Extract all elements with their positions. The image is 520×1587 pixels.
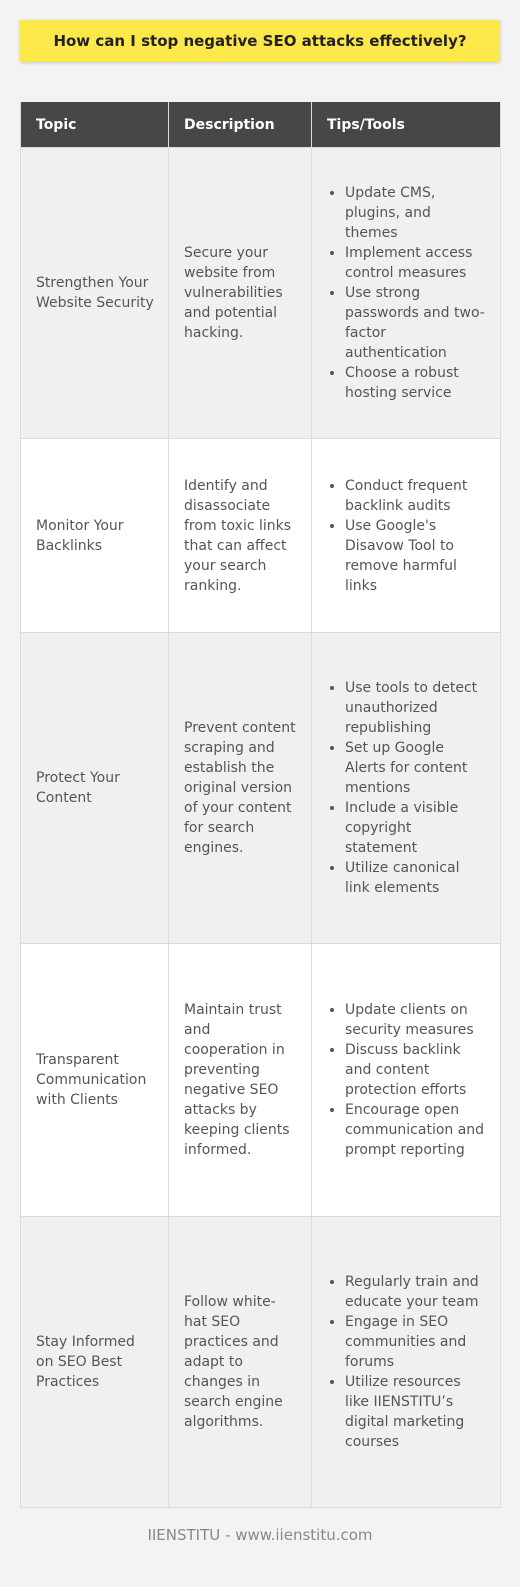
- description-cell: Identify and disassociate from toxic links that can affect your search ranking.: [169, 439, 312, 633]
- tip-item: • Update CMS, plugins, and themes: [345, 183, 486, 243]
- topic-cell: Monitor Your Backlinks: [21, 439, 169, 633]
- tips-cell: [312, 633, 501, 944]
- tips-list: [327, 476, 486, 596]
- tip-item: • Regularly train and educate your team: [345, 1272, 486, 1312]
- tip-item: • Set up Google Alerts for content mentions: [345, 738, 486, 798]
- description-cell: Prevent content scraping and establish the original version of your content for search engines.: [169, 633, 312, 944]
- tips-cell: [312, 944, 501, 1217]
- tip-item: • Implement access control measures: [345, 243, 486, 283]
- tip-item: • Engage in SEO communities and forums: [345, 1312, 486, 1372]
- page-title: How can I stop negative SEO attacks effectively?: [20, 20, 500, 62]
- header-tips: Tips/Tools: [312, 102, 501, 148]
- topic-cell: Stay Informed on SEO Best Practices: [21, 1217, 169, 1508]
- tips-cell: [312, 439, 501, 633]
- description-cell: Follow white-hat SEO practices and adapt to changes in search engine algorithms.: [169, 1217, 312, 1508]
- tips-list: [327, 1272, 486, 1452]
- tip-item: • Encourage open communication and prompt reporting: [345, 1100, 486, 1160]
- tips-list: [327, 183, 486, 403]
- header-description: Description: [169, 102, 312, 148]
- tip-item: • Conduct frequent backlink audits: [345, 476, 486, 516]
- tip-item: • Use tools to detect unauthorized republishing: [345, 678, 486, 738]
- tip-item: • Use strong passwords and two-factor authentication: [345, 283, 486, 363]
- table-row: [21, 944, 501, 1217]
- table-row: [21, 439, 501, 633]
- tips-list: [327, 678, 486, 898]
- tips-list: [327, 1000, 486, 1160]
- tip-item: • Include a visible copyright statement: [345, 798, 486, 858]
- table-row: [21, 633, 501, 944]
- tip-item: • Utilize resources like IIENSTITU’s digital marketing courses: [345, 1372, 486, 1452]
- table-row: [21, 1217, 501, 1508]
- topic-cell: Transparent Communication with Clients: [21, 944, 169, 1217]
- tip-item: • Utilize canonical link elements: [345, 858, 486, 898]
- seo-table: [20, 102, 501, 1508]
- table-row: [21, 148, 501, 439]
- tip-item: • Choose a robust hosting service: [345, 363, 486, 403]
- header-topic: Topic: [21, 102, 169, 148]
- footer-credit: IIENSTITU - www.iienstitu.com: [147, 1526, 373, 1544]
- description-cell: Secure your website from vulnerabilities and potential hacking.: [169, 148, 312, 439]
- tips-cell: [312, 148, 501, 439]
- topic-cell: Protect Your Content: [21, 633, 169, 944]
- tip-item: • Discuss backlink and content protection efforts: [345, 1040, 486, 1100]
- tip-item: • Update clients on security measures: [345, 1000, 486, 1040]
- tips-cell: [312, 1217, 501, 1508]
- tip-item: • Use Google's Disavow Tool to remove harmful links: [345, 516, 486, 596]
- table-header-row: [21, 102, 501, 148]
- description-cell: Maintain trust and cooperation in preventing negative SEO attacks by keeping clients informed.: [169, 944, 312, 1217]
- topic-cell: Strengthen Your Website Security: [21, 148, 169, 439]
